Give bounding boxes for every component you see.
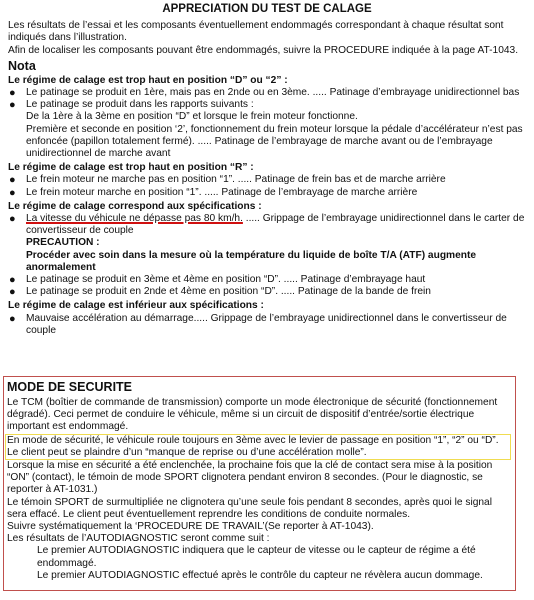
section-heading-spec: Le régime de calage correspond aux spécifications : (8, 200, 262, 212)
bullet-icon: ● (9, 274, 16, 287)
bullet-icon: ● (9, 312, 16, 325)
section-heading-d2: Le régime de calage est trop haut en position “D” ou “2” : (8, 74, 288, 86)
bullet-text: Le patinage se produit en 3ème et 4ème en position “D”. ..... Patinage d’embrayage haut (26, 274, 426, 286)
bullet-text: Le patinage se produit en 2nde et 4ème en position “D”. ..... Patinage de la bande de frein (26, 286, 431, 298)
bullet-item (8, 286, 526, 298)
precaution-text: Procéder avec soin dans la mesure où la température du liquide de boîte T/A (ATF) augmente anormalement (26, 249, 477, 273)
bullet-item (8, 187, 526, 199)
bullet-text: Le patinage se produit en 1ère, mais pas en 2nde ou en 3ème. ..... Patinage d’embrayage unidirectionnel bas (26, 87, 520, 99)
safety-mode-box (3, 376, 516, 591)
nota-heading: Nota (8, 58, 36, 73)
bullet-text: Le patinage se produit dans les rapports suivants : (26, 99, 254, 111)
bullet-icon: ● (9, 99, 16, 112)
box-paragraph: Le témoin SPORT de surmultipliée ne clignotera qu’une seule fois pendant 8 secondes, après quoi le signal sera effacé. Le client peut éventuellement reprendre les conditions de conduite normales. (7, 496, 492, 520)
box-paragraph: Le TCM (boîtier de commande de transmission) comporte un mode électronique de sécurité (fonctionnement dégradé). Ceci permet de conduire le véhicule, même si un circuit de dispositif d’entrée/sortie électrique important est endommagé. (7, 397, 498, 433)
bullet-icon: ● (9, 213, 16, 226)
bullet-item (8, 99, 526, 160)
bullet-text: Le frein moteur marche en position “1”. ..... Patinage de l’embrayage de marche arrière (26, 186, 418, 198)
red-underlined-text: La vitesse du véhicule ne dépasse pas 80 km/h. (26, 213, 243, 225)
section-heading-low: Le régime de calage est inférieur aux spécifications : (8, 300, 264, 312)
precaution-label: PRECAUTION : (26, 237, 100, 249)
box-indented-line: Le premier AUTODIAGNOSTIC indiquera que le capteur de vitesse ou le capteur de régime a été endommagé. (37, 545, 476, 569)
page-title: APPRECIATION DU TEST DE CALAGE (162, 3, 372, 15)
bullet-item (8, 274, 526, 286)
bullet-text: ..... Grippage de l’embrayage unidirectionnel dans le carter de convertisseur de couple (26, 213, 525, 237)
highlighted-paragraph: En mode de sécurité, le véhicule roule toujours en 3ème avec le levier de passage en position “1”, “2” ou “D”. Le client peut se plaindre d’un “manque de reprise ou d’une accélération molle”. (5, 434, 511, 460)
bullet-icon: ● (9, 286, 16, 299)
box-paragraph: Les résultats de l’AUTODIAGNOSTIC seront comme suit : (7, 533, 270, 545)
intro-paragraph-2: Afin de localiser les composants pouvant être endommagés, suivre la PROCEDURE indiquée à la page AT-1043. (8, 44, 519, 56)
bullet-text: Mauvaise accélération au démarrage..... Grippage de l’embrayage unidirectionnel dans le convertisseur de couple (26, 312, 507, 336)
box-indented-line: Le premier AUTODIAGNOSTIC effectué après le contrôle du capteur ne révèlera aucun dommage. (37, 569, 483, 581)
bullet-icon: ● (9, 174, 16, 187)
bullet-icon: ● (9, 186, 16, 199)
intro-paragraph-1: Les résultats de l’essai et les composants éventuellement endommagés correspondant à chaque résultat sont indiqués dans l’illustration. (8, 20, 504, 44)
section-heading-r: Le régime de calage est trop haut en position “R” : (8, 162, 254, 174)
document-page (8, 0, 526, 337)
bullet-icon: ● (9, 87, 16, 100)
bullet-text: Le frein moteur ne marche pas en position “1”. ..... Patinage de frein bas et de marche arrière (26, 174, 446, 186)
bullet-subline: Première et seconde en position ‘2’, fonctionnement du frein moteur lorsque la pédale d’accélérateur n’est pas enfoncée (papillon totalement fermé). ..... Patinage de l’embrayage de marche avant ou de l’embrayage unidirectionnel de marche avant (26, 123, 523, 160)
bullet-item (8, 313, 526, 337)
bullet-item (8, 174, 526, 186)
bullet-item (8, 87, 526, 99)
box-paragraph: Lorsque la mise en sécurité a été enclenchée, la prochaine fois que la clé de contact sera mise à la position “ON” (contact), le témoin de mode SPORT clignotera pendant environ 8 secondes. (Pour le diagnostic, se reporter à AT-1031.) (7, 460, 493, 496)
bullet-subline: De la 1ère à la 3ème en position “D” et lorsque le frein moteur fonctionne. (26, 111, 358, 123)
box-paragraph: Suivre systématiquement la ‘PROCEDURE DE TRAVAIL’(Se reporter à AT-1043). (7, 521, 374, 533)
box-title: MODE DE SECURITE (7, 380, 133, 394)
bullet-item (8, 213, 526, 237)
